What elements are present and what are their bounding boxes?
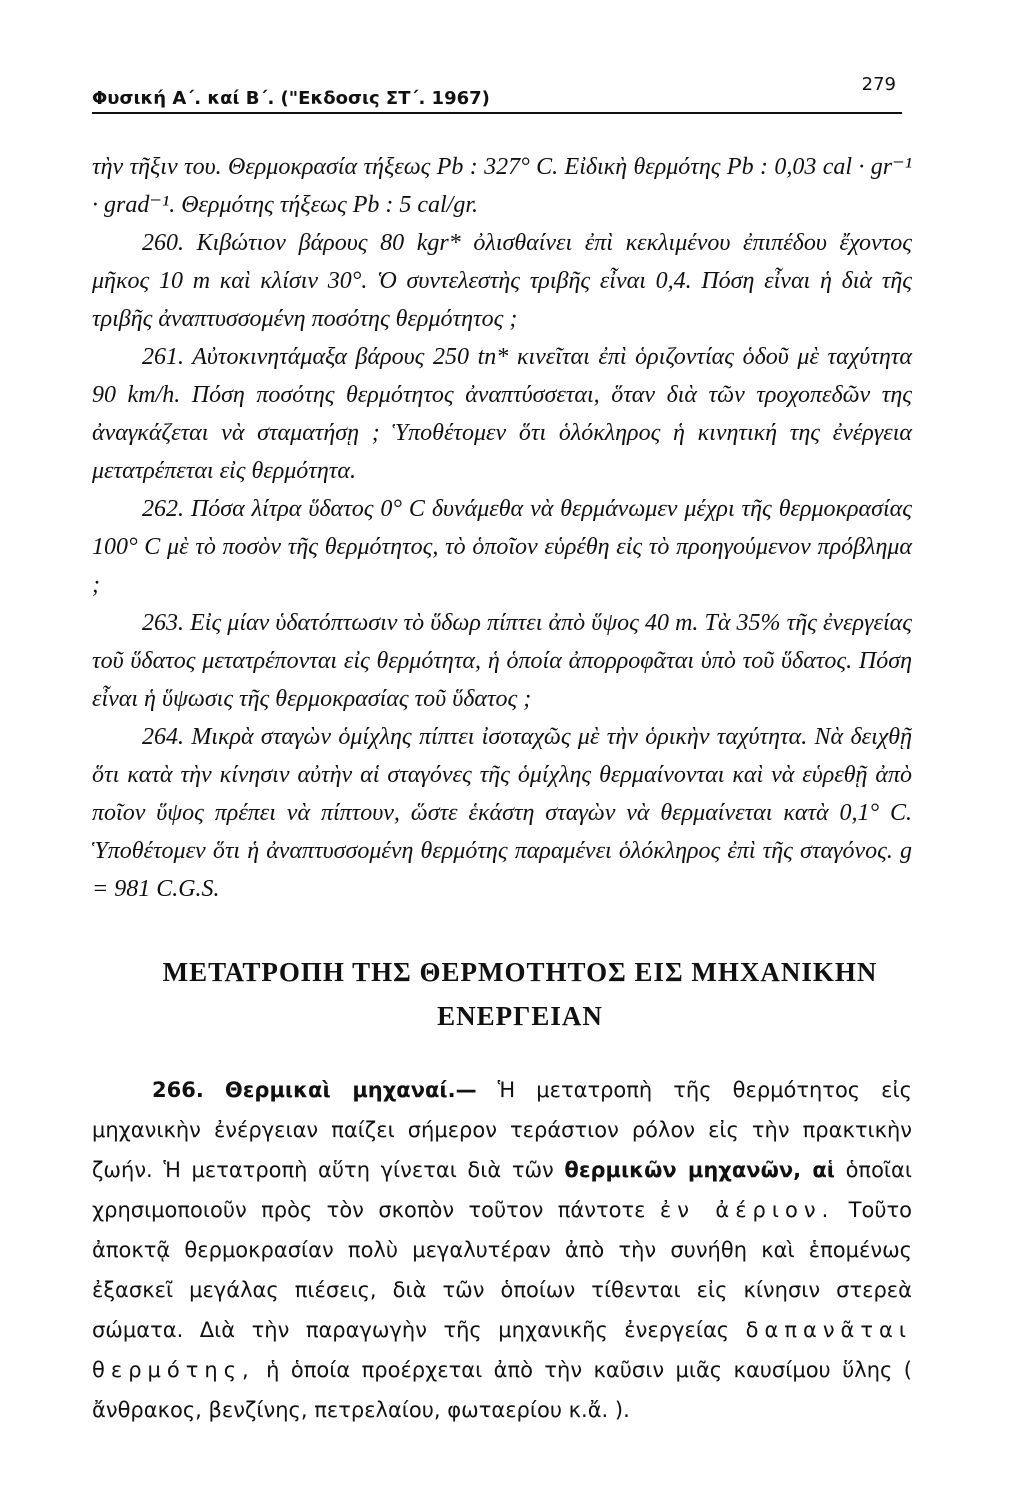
section-text-2: ὁποῖαι χρησιμοποιοῦν πρὸς τὸν σκοπὸν τοῦτον πάντοτε <box>92 1158 912 1222</box>
spaced-term-2: δαπανᾶται θερμότης, <box>92 1318 912 1382</box>
section-heading <box>120 950 920 1038</box>
exercise-number: 263. <box>142 610 184 636</box>
exercise-261 <box>92 338 912 490</box>
exercise-text: Εἰς μίαν ὑδατόπτωσιν τὸ ὕδωρ πίπτει ἀπὸ ὕψος 40 m. Τὰ 35% τῆς ἐνεργείας τοῦ ὕδατος μετατρέπονται εἰς θερμότητα, ἡ ὁποία ἀπορροφᾶται ὑπὸ τοῦ ὕδατος. Πόση εἶναι ἡ ὕψωσις τῆς θερμοκρασίας τοῦ ὕδατος ; <box>92 610 912 712</box>
exercise-number: 261. <box>142 344 184 370</box>
exercise-list <box>92 148 912 908</box>
exercise-text: Μικρὰ σταγὼν ὁμίχλης πίπτει ἰσοταχῶς μὲ τὴν ὁρικὴν ταχύτητα. Νὰ δειχθῇ ὅτι κατὰ τὴν κίνησιν αὐτὴν αἱ σταγόνες τῆς ὁμίχλης θερμαίνονται καὶ νὰ εὑρεθῇ ἀπὸ ποῖον ὕψος πρέπει νὰ πίπτουν, ὥστε ἑκάστη σταγὼν νὰ θερμαίνεται κατὰ 0,1° C. Ὑποθέτομεν ὅτι ἡ ἀναπτυσσομένη θερμότης παραμένει ὁλόκληρος ἐπὶ τῆς σταγόνος. g = 981 C.G.S. <box>92 724 912 902</box>
bold-term: θερμικῶν μηχανῶν, αἱ <box>564 1158 835 1182</box>
section-heading-line-2: ΕΝΕΡΓΕΙΑΝ <box>437 1001 603 1031</box>
section-number: 266. <box>152 1078 204 1102</box>
exercise-number: 264. <box>142 724 184 750</box>
exercise-number: 260. <box>142 230 184 256</box>
section-paragraph-266 <box>92 1070 912 1430</box>
header-title: Φυσική Α΄. καί Β΄. ("Εκδοσις ΣΤ΄. 1967) <box>92 88 490 109</box>
section-body <box>92 1070 912 1430</box>
exercise-260 <box>92 224 912 338</box>
paragraph-continuation: τὴν τῆξιν του. Θερμοκρασία τήξεως Pb : 327° C. Εἰδικὴ θερμότης Pb : 0,03 cal · gr⁻¹ · grad⁻¹. Θερμότης τήξεως Pb : 5 cal/gr. <box>92 154 912 218</box>
section-text-4: ἡ ὁποία προέρχεται ἀπὸ τὴν καῦσιν μιᾶς καυσίμου ὕλης ( ἄνθρακος, βενζίνης, πετρελαίου, φωταερίου κ.ἄ. ). <box>92 1358 912 1422</box>
spaced-term-1: ἐν ἀέριον. <box>659 1198 835 1222</box>
exercise-text: Αὐτοκινητάμαξα βάρους 250 tn* κινεῖται ἐπὶ ὁριζοντίας ὁδοῦ μὲ ταχύτητα 90 km/h. Πόση ποσότης θερμότητος ἀναπτύσσεται, ὅταν διὰ τῶν τροχοπεδῶν της ἀναγκάζεται νὰ σταματήσῃ ; Ὑποθέτομεν ὅτι ὁλόκληρος ἡ κινητική της ἐνέργεια μετατρέπεται εἰς θερμότητα. <box>92 344 912 484</box>
page-number: 279 <box>861 74 896 95</box>
exercise-262 <box>92 490 912 604</box>
exercise-text: Κιβώτιον βάρους 80 kgr* ὀλισθαίνει ἐπὶ κεκλιμένου ἐπιπέδου ἔχοντος μῆκος 10 m καὶ κλίσιν 30°. Ὁ συντελεστὴς τριβῆς εἶναι 0,4. Πόση εἶναι ἡ διὰ τῆς τριβῆς ἀναπτυσσομένη ποσότης θερμότητος ; <box>92 230 912 332</box>
section-text-3: Τοῦτο ἀποκτᾷ θερμοκρασίαν πολὺ μεγαλυτέραν ἀπὸ τὴν συνήθη καὶ ἑπομένως ἐξασκεῖ μεγάλας πιέσεις, διὰ τῶν ὁποίων τίθενται εἰς κίνησιν στερεὰ σώματα. Διὰ τὴν παραγωγὴν τῆς μηχανικῆς ἐνεργείας <box>92 1198 912 1342</box>
section-text-1: Ἡ μετατροπὴ τῆς θερμότητος εἰς μηχανικὴν ἐνέργειαν παίζει σήμερον τεράστιον ρόλον εἰς τὴν πρακτικὴν ζωήν. Ἡ μετατροπὴ αὕτη γίνεται διὰ τῶν <box>92 1078 912 1182</box>
exercise-264 <box>92 718 912 908</box>
exercise-text: Πόσα λίτρα ὕδατος 0° C δυνάμεθα νὰ θερμάνωμεν μέχρι τῆς θερμοκρασίας 100° C μὲ τὸ ποσὸν τῆς θερμότητος, τὸ ὁποῖον εὑρέθη εἰς τὸ προηγούμενον πρόβλημα ; <box>92 496 912 598</box>
exercise-number: 262. <box>142 496 184 522</box>
exercise-263 <box>92 604 912 718</box>
section-heading-line-1: ΜΕΤΑΤΡΟΠΗ ΤΗΣ ΘΕΡΜΟΤΗΤΟΣ ΕΙΣ ΜΗΧΑΝΙΚΗΝ <box>162 957 878 987</box>
section-title: Θερμικαὶ μηχαναί.— <box>224 1078 477 1102</box>
running-header <box>92 72 902 114</box>
